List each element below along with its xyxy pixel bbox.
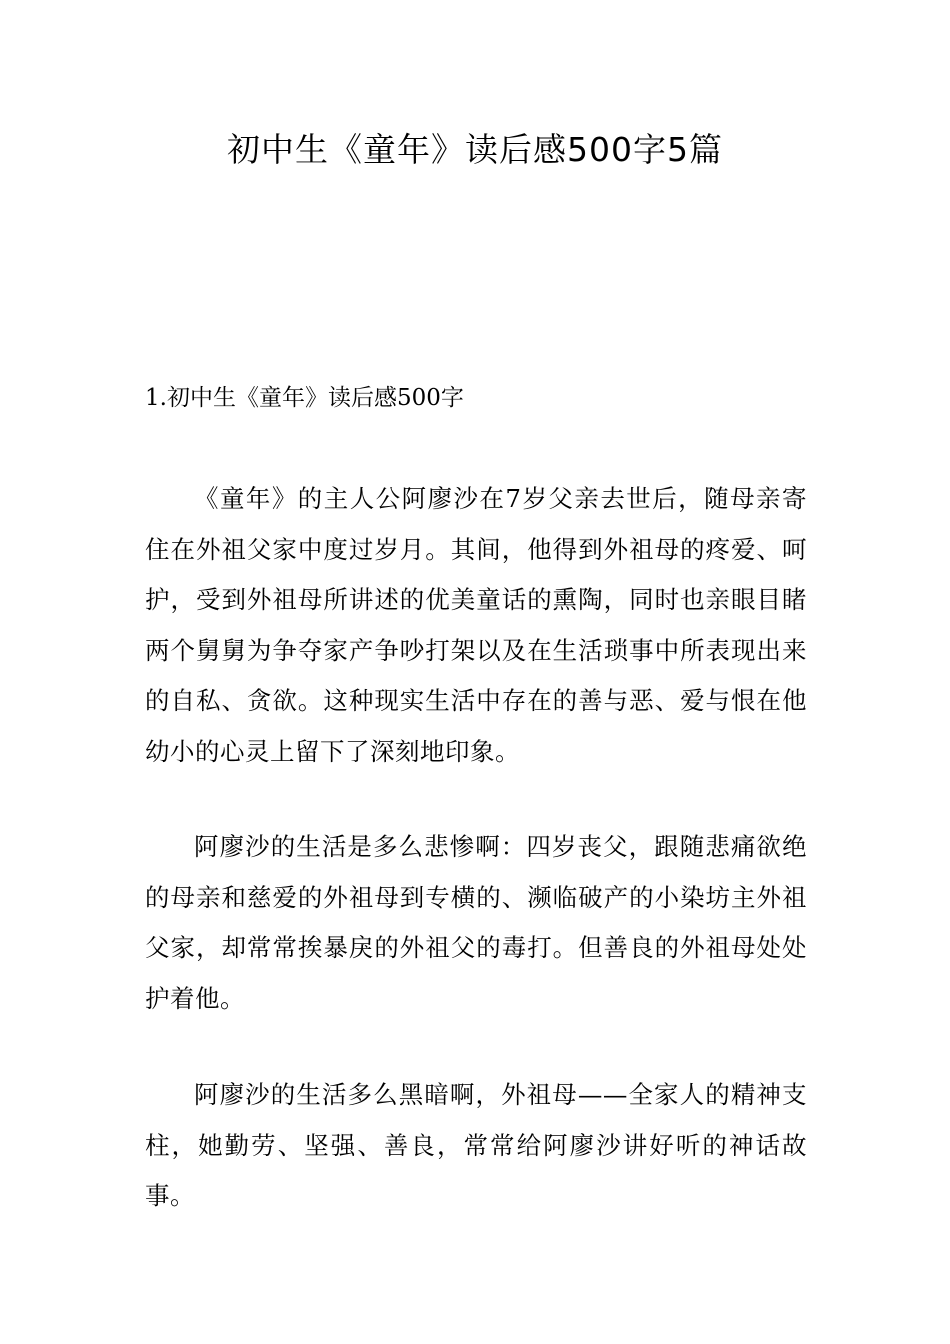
paragraph-2: 阿廖沙的生活是多么悲惨啊：四岁丧父，跟随悲痛欲绝的母亲和慈爱的外祖母到专横的、濒临破产的小染坊主外祖父家，却常常挨暴戾的外祖父的毒打。但善良的外祖母处处护着他。 [145, 832, 807, 1013]
document-title: 初中生《童年》读后感500字5篇 [227, 130, 723, 169]
paragraph-3: 阿廖沙的生活多么黑暗啊，外祖母——全家人的精神支柱，她勤劳、坚强、善良，常常给阿廖沙讲好听的神话故事。 [145, 1080, 807, 1210]
paragraph-1: 《童年》的主人公阿廖沙在7岁父亲去世后，随母亲寄住在外祖父家中度过岁月。其间，他得到外祖母的疼爱、呵护，受到外祖母所讲述的优美童话的熏陶，同时也亲眼目睹两个舅舅为争夺家产争吵打架以及在生活琐事中所表现出来的自私、贪欲。这种现实生活中存在的善与恶、爱与恨在他幼小的心灵上留下了深刻地印象。 [145, 484, 807, 766]
section-heading: 1.初中生《童年》读后感500字 [145, 385, 464, 411]
